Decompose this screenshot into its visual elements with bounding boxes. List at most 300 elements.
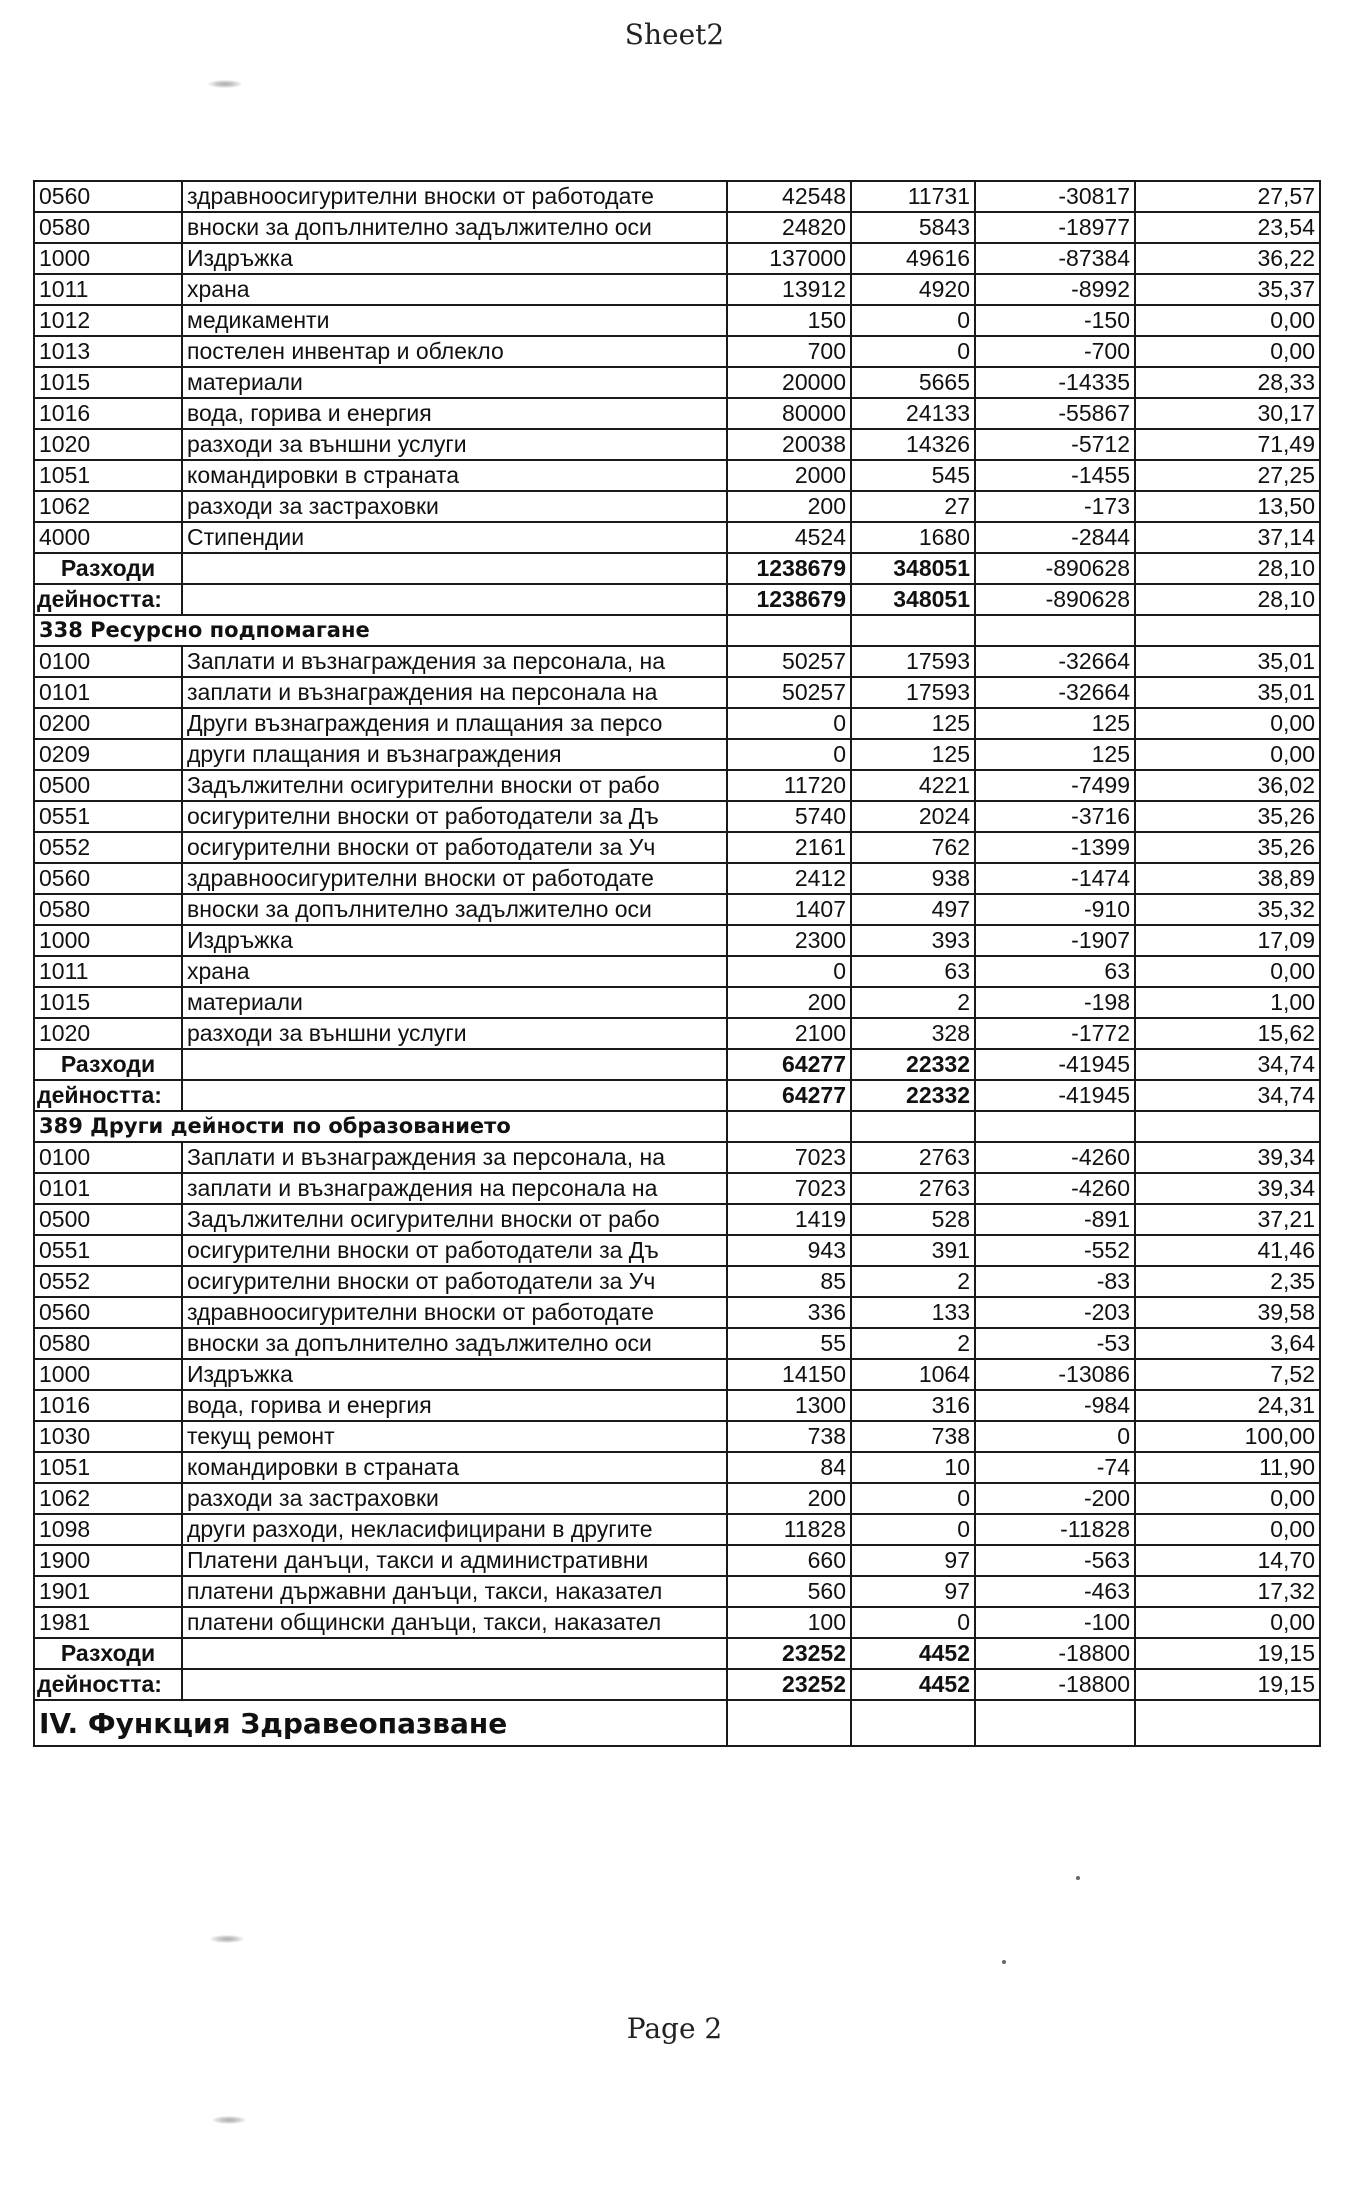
percent-value-cell: 39,34	[1135, 1173, 1320, 1204]
actual-value-cell: 762	[851, 832, 975, 863]
percent-value-cell: 35,37	[1135, 274, 1320, 305]
account-name-cell: разходи за застраховки	[182, 1483, 727, 1514]
account-name-cell: материали	[182, 367, 727, 398]
table-row	[34, 243, 1320, 274]
percent-value-cell: 38,89	[1135, 863, 1320, 894]
percent-value-cell: 17,09	[1135, 925, 1320, 956]
account-code-cell: 0552	[34, 832, 182, 863]
percent-value-cell: 0,00	[1135, 1483, 1320, 1514]
account-code-cell: 1015	[34, 987, 182, 1018]
percent-value-cell: 37,14	[1135, 522, 1320, 553]
plan-value-cell: 24820	[727, 212, 851, 243]
percent-value-cell: 0,00	[1135, 708, 1320, 739]
plan-value-cell: 14150	[727, 1359, 851, 1390]
account-name-cell: заплати и възнаграждения на персонала на	[182, 1173, 727, 1204]
scan-smudge	[212, 2116, 246, 2124]
table-row	[34, 677, 1320, 708]
table-row	[34, 1514, 1320, 1545]
percent-value-cell: 35,32	[1135, 894, 1320, 925]
account-code-cell: 1015	[34, 367, 182, 398]
actual-value-cell: 133	[851, 1297, 975, 1328]
account-name-cell: други разходи, некласифицирани в другите	[182, 1514, 727, 1545]
actual-value-cell: 14326	[851, 429, 975, 460]
empty-cell	[1135, 1700, 1320, 1746]
account-name-cell: заплати и възнаграждения на персонала на	[182, 677, 727, 708]
difference-value-cell: -910	[975, 894, 1135, 925]
plan-value-cell: 700	[727, 336, 851, 367]
account-name-cell: други плащания и възнаграждения	[182, 739, 727, 770]
difference-value-cell: -53	[975, 1328, 1135, 1359]
difference-value-cell: -198	[975, 987, 1135, 1018]
table-row	[34, 801, 1320, 832]
total-actual-cell: 22332	[851, 1080, 975, 1111]
table-row	[34, 863, 1320, 894]
percent-value-cell: 0,00	[1135, 305, 1320, 336]
account-name-cell: Издръжка	[182, 243, 727, 274]
empty-cell	[182, 1669, 727, 1700]
percent-value-cell: 41,46	[1135, 1235, 1320, 1266]
total-percent-cell: 34,74	[1135, 1080, 1320, 1111]
account-name-cell: вноски за допълнително задължително оси	[182, 212, 727, 243]
account-name-cell: платени общински данъци, такси, наказател	[182, 1607, 727, 1638]
percent-value-cell: 3,64	[1135, 1328, 1320, 1359]
section-title-row	[34, 615, 1320, 646]
percent-value-cell: 35,01	[1135, 646, 1320, 677]
difference-value-cell: -891	[975, 1204, 1135, 1235]
account-code-cell: 1016	[34, 398, 182, 429]
actual-value-cell: 393	[851, 925, 975, 956]
percent-value-cell: 100,00	[1135, 1421, 1320, 1452]
plan-value-cell: 2300	[727, 925, 851, 956]
activity-total-row	[34, 1080, 1320, 1111]
plan-value-cell: 13912	[727, 274, 851, 305]
actual-value-cell: 2763	[851, 1142, 975, 1173]
plan-value-cell: 2100	[727, 1018, 851, 1049]
percent-value-cell: 36,02	[1135, 770, 1320, 801]
total-plan-cell: 64277	[727, 1080, 851, 1111]
actual-value-cell: 27	[851, 491, 975, 522]
table-row	[34, 708, 1320, 739]
plan-value-cell: 660	[727, 1545, 851, 1576]
account-name-cell: здравноосигурителни вноски от работодате	[182, 863, 727, 894]
account-code-cell: 1000	[34, 243, 182, 274]
account-code-cell: 1901	[34, 1576, 182, 1607]
difference-value-cell: 0	[975, 1421, 1135, 1452]
account-code-cell: 1051	[34, 1452, 182, 1483]
account-name-cell: вода, горива и енергия	[182, 1390, 727, 1421]
total-plan-cell: 1238679	[727, 553, 851, 584]
table-row	[34, 770, 1320, 801]
plan-value-cell: 100	[727, 1607, 851, 1638]
total-difference-cell: -18800	[975, 1638, 1135, 1669]
percent-value-cell: 0,00	[1135, 336, 1320, 367]
table-row	[34, 1390, 1320, 1421]
difference-value-cell: 125	[975, 739, 1135, 770]
total-difference-cell: -41945	[975, 1080, 1135, 1111]
percent-value-cell: 39,58	[1135, 1297, 1320, 1328]
total-difference-cell: -41945	[975, 1049, 1135, 1080]
table-row	[34, 336, 1320, 367]
account-name-cell: платени държавни данъци, такси, наказател	[182, 1576, 727, 1607]
total-label-cell: дейността:	[34, 1669, 182, 1700]
percent-value-cell: 30,17	[1135, 398, 1320, 429]
plan-value-cell: 2000	[727, 460, 851, 491]
account-name-cell: разходи за външни услуги	[182, 429, 727, 460]
difference-value-cell: -100	[975, 1607, 1135, 1638]
account-code-cell: 0200	[34, 708, 182, 739]
plan-value-cell: 20038	[727, 429, 851, 460]
percent-value-cell: 0,00	[1135, 739, 1320, 770]
total-difference-cell: -18800	[975, 1669, 1135, 1700]
account-code-cell: 1062	[34, 491, 182, 522]
table-row	[34, 274, 1320, 305]
total-percent-cell: 28,10	[1135, 584, 1320, 615]
percent-value-cell: 36,22	[1135, 243, 1320, 274]
sheet-name-header: Sheet2	[624, 18, 725, 51]
plan-value-cell: 150	[727, 305, 851, 336]
account-name-cell: вноски за допълнително задължително оси	[182, 894, 727, 925]
account-code-cell: 1020	[34, 429, 182, 460]
actual-value-cell: 2	[851, 1266, 975, 1297]
account-code-cell: 1981	[34, 1607, 182, 1638]
expenses-total-row	[34, 1638, 1320, 1669]
difference-value-cell: -5712	[975, 429, 1135, 460]
difference-value-cell: -7499	[975, 770, 1135, 801]
account-code-cell: 0101	[34, 677, 182, 708]
empty-cell	[851, 1700, 975, 1746]
percent-value-cell: 2,35	[1135, 1266, 1320, 1297]
percent-value-cell: 7,52	[1135, 1359, 1320, 1390]
account-code-cell: 0500	[34, 1204, 182, 1235]
actual-value-cell: 0	[851, 305, 975, 336]
total-label-cell: Разходи	[34, 553, 182, 584]
account-name-cell: материали	[182, 987, 727, 1018]
account-code-cell: 1000	[34, 925, 182, 956]
account-name-cell: командировки в страната	[182, 460, 727, 491]
function-heading: IV. Функция Здравеопазване	[34, 1700, 727, 1746]
account-name-cell: разходи за застраховки	[182, 491, 727, 522]
account-name-cell: Издръжка	[182, 925, 727, 956]
percent-value-cell: 27,57	[1135, 181, 1320, 212]
account-code-cell: 1020	[34, 1018, 182, 1049]
account-code-cell: 0101	[34, 1173, 182, 1204]
account-code-cell: 0551	[34, 1235, 182, 1266]
plan-value-cell: 4524	[727, 522, 851, 553]
budget-table	[33, 180, 1321, 1747]
actual-value-cell: 4920	[851, 274, 975, 305]
difference-value-cell: 63	[975, 956, 1135, 987]
account-code-cell: 1030	[34, 1421, 182, 1452]
account-code-cell: 1098	[34, 1514, 182, 1545]
empty-cell	[182, 1080, 727, 1111]
table-row	[34, 1545, 1320, 1576]
difference-value-cell: -55867	[975, 398, 1135, 429]
total-actual-cell: 348051	[851, 584, 975, 615]
plan-value-cell: 560	[727, 1576, 851, 1607]
total-percent-cell: 34,74	[1135, 1049, 1320, 1080]
account-code-cell: 0100	[34, 646, 182, 677]
difference-value-cell: -11828	[975, 1514, 1135, 1545]
percent-value-cell: 13,50	[1135, 491, 1320, 522]
table-row	[34, 181, 1320, 212]
plan-value-cell: 200	[727, 1483, 851, 1514]
table-row	[34, 1607, 1320, 1638]
actual-value-cell: 391	[851, 1235, 975, 1266]
account-code-cell: 0209	[34, 739, 182, 770]
account-name-cell: Задължителни осигурителни вноски от рабо	[182, 770, 727, 801]
account-name-cell: Заплати и възнаграждения за персонала, на	[182, 646, 727, 677]
difference-value-cell: -700	[975, 336, 1135, 367]
budget-table-body	[34, 181, 1320, 1746]
difference-value-cell: -32664	[975, 677, 1135, 708]
plan-value-cell: 80000	[727, 398, 851, 429]
account-code-cell: 0580	[34, 894, 182, 925]
percent-value-cell: 35,26	[1135, 801, 1320, 832]
difference-value-cell: -200	[975, 1483, 1135, 1514]
empty-cell	[727, 615, 851, 646]
percent-value-cell: 0,00	[1135, 1514, 1320, 1545]
difference-value-cell: -4260	[975, 1142, 1135, 1173]
difference-value-cell: -563	[975, 1545, 1135, 1576]
percent-value-cell: 15,62	[1135, 1018, 1320, 1049]
percent-value-cell: 11,90	[1135, 1452, 1320, 1483]
table-row	[34, 1018, 1320, 1049]
total-label-cell: Разходи	[34, 1638, 182, 1669]
plan-value-cell: 11720	[727, 770, 851, 801]
account-code-cell: 0560	[34, 1297, 182, 1328]
difference-value-cell: -1455	[975, 460, 1135, 491]
difference-value-cell: -8992	[975, 274, 1135, 305]
table-row	[34, 212, 1320, 243]
account-name-cell: осигурителни вноски от работодатели за Дъ	[182, 1235, 727, 1266]
account-code-cell: 0100	[34, 1142, 182, 1173]
table-row	[34, 1235, 1320, 1266]
table-row	[34, 398, 1320, 429]
table-row	[34, 1204, 1320, 1235]
account-code-cell: 0580	[34, 1328, 182, 1359]
plan-value-cell: 200	[727, 987, 851, 1018]
plan-value-cell: 11828	[727, 1514, 851, 1545]
actual-value-cell: 97	[851, 1576, 975, 1607]
table-row	[34, 1266, 1320, 1297]
difference-value-cell: -552	[975, 1235, 1135, 1266]
difference-value-cell: -87384	[975, 243, 1135, 274]
empty-cell	[851, 1111, 975, 1142]
empty-cell	[727, 1111, 851, 1142]
plan-value-cell: 0	[727, 708, 851, 739]
total-percent-cell: 19,15	[1135, 1669, 1320, 1700]
table-row	[34, 925, 1320, 956]
plan-value-cell: 336	[727, 1297, 851, 1328]
empty-cell	[975, 615, 1135, 646]
scan-smudge	[208, 80, 242, 88]
account-name-cell: вода, горива и енергия	[182, 398, 727, 429]
table-row	[34, 1297, 1320, 1328]
account-name-cell: вноски за допълнително задължително оси	[182, 1328, 727, 1359]
expenses-total-row	[34, 1049, 1320, 1080]
total-label-cell: Разходи	[34, 1049, 182, 1080]
table-row	[34, 367, 1320, 398]
account-code-cell: 0580	[34, 212, 182, 243]
difference-value-cell: -203	[975, 1297, 1135, 1328]
account-name-cell: медикаменти	[182, 305, 727, 336]
difference-value-cell: -2844	[975, 522, 1135, 553]
actual-value-cell: 738	[851, 1421, 975, 1452]
total-label-cell: дейността:	[34, 584, 182, 615]
plan-value-cell: 1300	[727, 1390, 851, 1421]
table-row	[34, 460, 1320, 491]
plan-value-cell: 84	[727, 1452, 851, 1483]
difference-value-cell: -1772	[975, 1018, 1135, 1049]
account-name-cell: храна	[182, 956, 727, 987]
difference-value-cell: -1399	[975, 832, 1135, 863]
percent-value-cell: 0,00	[1135, 956, 1320, 987]
plan-value-cell: 738	[727, 1421, 851, 1452]
table-row	[34, 832, 1320, 863]
percent-value-cell: 71,49	[1135, 429, 1320, 460]
actual-value-cell: 5843	[851, 212, 975, 243]
account-code-cell: 1013	[34, 336, 182, 367]
account-code-cell: 1000	[34, 1359, 182, 1390]
actual-value-cell: 0	[851, 1607, 975, 1638]
total-actual-cell: 4452	[851, 1638, 975, 1669]
account-name-cell: Стипендии	[182, 522, 727, 553]
actual-value-cell: 528	[851, 1204, 975, 1235]
account-code-cell: 1900	[34, 1545, 182, 1576]
account-name-cell: осигурителни вноски от работодатели за Уч	[182, 1266, 727, 1297]
total-difference-cell: -890628	[975, 584, 1135, 615]
table-row	[34, 1576, 1320, 1607]
empty-cell	[1135, 1111, 1320, 1142]
table-row	[34, 1452, 1320, 1483]
scan-dot	[1002, 1960, 1006, 1964]
account-name-cell: храна	[182, 274, 727, 305]
plan-value-cell: 50257	[727, 646, 851, 677]
plan-value-cell: 943	[727, 1235, 851, 1266]
plan-value-cell: 20000	[727, 367, 851, 398]
account-code-cell: 0560	[34, 181, 182, 212]
percent-value-cell: 28,33	[1135, 367, 1320, 398]
actual-value-cell: 17593	[851, 646, 975, 677]
account-code-cell: 4000	[34, 522, 182, 553]
difference-value-cell: -984	[975, 1390, 1135, 1421]
table-row	[34, 1421, 1320, 1452]
plan-value-cell: 42548	[727, 181, 851, 212]
percent-value-cell: 17,32	[1135, 1576, 1320, 1607]
percent-value-cell: 1,00	[1135, 987, 1320, 1018]
actual-value-cell: 2763	[851, 1173, 975, 1204]
actual-value-cell: 49616	[851, 243, 975, 274]
actual-value-cell: 125	[851, 708, 975, 739]
account-name-cell: здравноосигурителни вноски от работодате	[182, 1297, 727, 1328]
actual-value-cell: 938	[851, 863, 975, 894]
account-name-cell: Платени данъци, такси и административни	[182, 1545, 727, 1576]
total-plan-cell: 64277	[727, 1049, 851, 1080]
total-actual-cell: 4452	[851, 1669, 975, 1700]
difference-value-cell: -150	[975, 305, 1135, 336]
difference-value-cell: -1474	[975, 863, 1135, 894]
scan-dot	[1076, 1876, 1080, 1880]
actual-value-cell: 2	[851, 987, 975, 1018]
table-row	[34, 987, 1320, 1018]
table-row	[34, 1173, 1320, 1204]
actual-value-cell: 5665	[851, 367, 975, 398]
difference-value-cell: -4260	[975, 1173, 1135, 1204]
plan-value-cell: 1407	[727, 894, 851, 925]
account-code-cell: 1011	[34, 274, 182, 305]
actual-value-cell: 63	[851, 956, 975, 987]
table-row	[34, 491, 1320, 522]
account-name-cell: здравноосигурителни вноски от работодате	[182, 181, 727, 212]
plan-value-cell: 200	[727, 491, 851, 522]
table-row	[34, 894, 1320, 925]
total-label-cell: дейността:	[34, 1080, 182, 1111]
actual-value-cell: 2024	[851, 801, 975, 832]
empty-cell	[182, 1638, 727, 1669]
table-row	[34, 739, 1320, 770]
account-name-cell: Издръжка	[182, 1359, 727, 1390]
account-code-cell: 1012	[34, 305, 182, 336]
difference-value-cell: -14335	[975, 367, 1135, 398]
difference-value-cell: -32664	[975, 646, 1135, 677]
plan-value-cell: 2161	[727, 832, 851, 863]
table-row	[34, 1328, 1320, 1359]
difference-value-cell: -3716	[975, 801, 1135, 832]
plan-value-cell: 5740	[727, 801, 851, 832]
actual-value-cell: 10	[851, 1452, 975, 1483]
empty-cell	[1135, 615, 1320, 646]
actual-value-cell: 545	[851, 460, 975, 491]
plan-value-cell: 55	[727, 1328, 851, 1359]
actual-value-cell: 11731	[851, 181, 975, 212]
percent-value-cell: 39,34	[1135, 1142, 1320, 1173]
table-row	[34, 646, 1320, 677]
account-code-cell: 0551	[34, 801, 182, 832]
plan-value-cell: 7023	[727, 1173, 851, 1204]
actual-value-cell: 2	[851, 1328, 975, 1359]
plan-value-cell: 50257	[727, 677, 851, 708]
plan-value-cell: 1419	[727, 1204, 851, 1235]
function-heading-row	[34, 1700, 1320, 1746]
account-code-cell: 1051	[34, 460, 182, 491]
plan-value-cell: 0	[727, 739, 851, 770]
actual-value-cell: 328	[851, 1018, 975, 1049]
percent-value-cell: 0,00	[1135, 1607, 1320, 1638]
empty-cell	[975, 1700, 1135, 1746]
table-row	[34, 429, 1320, 460]
actual-value-cell: 1680	[851, 522, 975, 553]
total-plan-cell: 1238679	[727, 584, 851, 615]
table-row	[34, 956, 1320, 987]
plan-value-cell: 137000	[727, 243, 851, 274]
section-title-row	[34, 1111, 1320, 1142]
page-number-footer: Page 2	[626, 2012, 723, 2045]
account-name-cell: осигурителни вноски от работодатели за Дъ	[182, 801, 727, 832]
account-name-cell: постелен инвентар и облекло	[182, 336, 727, 367]
plan-value-cell: 2412	[727, 863, 851, 894]
difference-value-cell: -463	[975, 1576, 1135, 1607]
account-code-cell: 0500	[34, 770, 182, 801]
actual-value-cell: 0	[851, 1514, 975, 1545]
table-row	[34, 1483, 1320, 1514]
percent-value-cell: 35,01	[1135, 677, 1320, 708]
actual-value-cell: 17593	[851, 677, 975, 708]
actual-value-cell: 1064	[851, 1359, 975, 1390]
percent-value-cell: 27,25	[1135, 460, 1320, 491]
actual-value-cell: 24133	[851, 398, 975, 429]
table-row	[34, 1142, 1320, 1173]
total-actual-cell: 22332	[851, 1049, 975, 1080]
